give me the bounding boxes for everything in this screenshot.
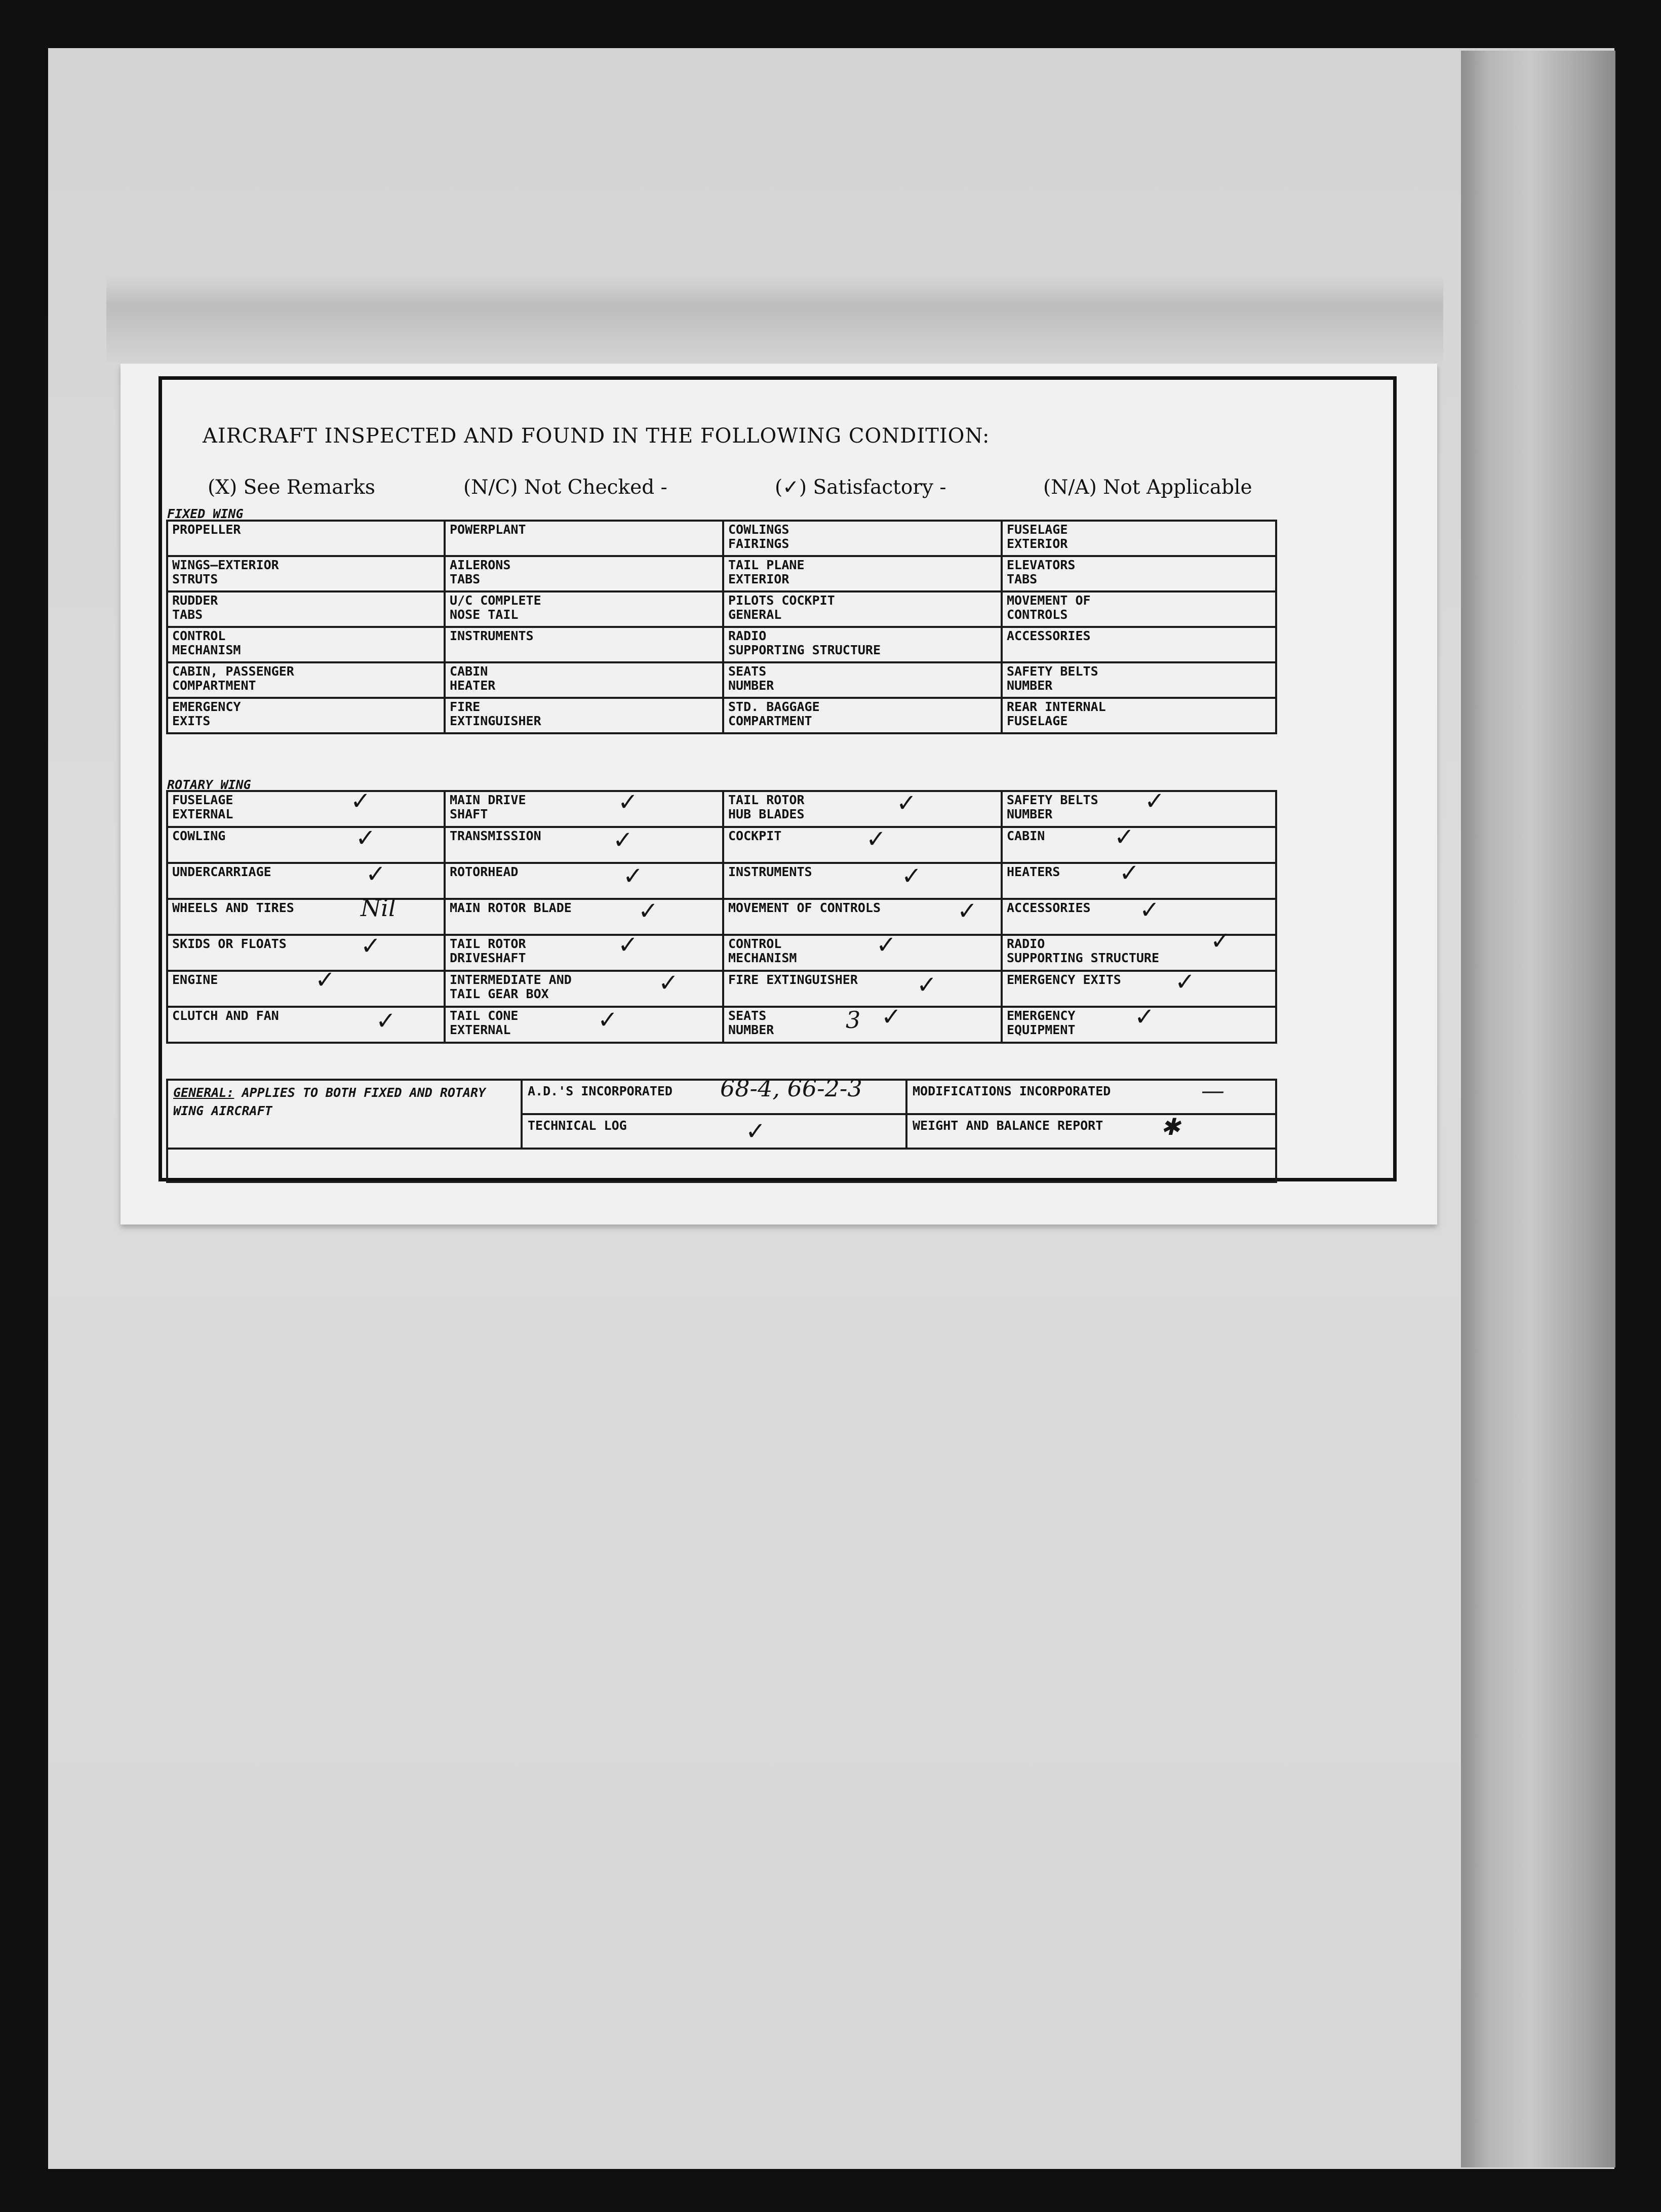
inspection-item: MOVEMENT OF CONTROLS ✓ [723, 899, 1002, 935]
inspection-item: ROTORHEAD ✓ [445, 863, 723, 899]
check-mark: ✓ [1139, 896, 1160, 924]
table-row [167, 556, 1276, 591]
inspection-item: WINGS—EXTERIOR STRUTS [167, 556, 445, 591]
inspection-item: RADIO SUPPORTING STRUCTURE [723, 627, 1002, 662]
inspection-item: TAIL PLANE EXTERIOR [723, 556, 1002, 591]
inspection-item: SAFETY BELTS NUMBER [1002, 662, 1276, 698]
inspection-item: U/C COMPLETE NOSE TAIL [445, 591, 723, 627]
inspection-item: ACCESSORIES ✓ [1002, 899, 1276, 935]
technical-log-label: TECHNICAL LOG [528, 1118, 627, 1133]
inspection-item: TRANSMISSION ✓ [445, 827, 723, 863]
check-mark: ✓ [361, 932, 381, 960]
weight-balance-value: ✱ [1161, 1113, 1180, 1140]
check-mark: ✓ [745, 1117, 766, 1146]
inspection-item: FIRE EXTINGUISHER ✓ [723, 971, 1002, 1007]
ads-incorporated-value: 68-4, 66-2-3 [720, 1075, 862, 1102]
inspection-item: COWLING ✓ [167, 827, 445, 863]
inspection-card [121, 364, 1437, 1224]
legend-remarks: (X) See Remarks [208, 476, 375, 499]
check-mark: ✓ [315, 966, 336, 994]
inspection-item: CABIN, PASSENGER COMPARTMENT [167, 662, 445, 698]
general-text: APPLIES TO BOTH FIXED AND ROTARY WING AIRCRAFT [173, 1085, 486, 1118]
general-footer [166, 1075, 1277, 1183]
inspection-item: WHEELS AND TIRES Nil [167, 899, 445, 935]
general-note [167, 1080, 522, 1149]
technical-log-cell [522, 1114, 906, 1149]
seats-number-value: 3 [846, 1006, 861, 1034]
table-row [167, 791, 1276, 827]
check-mark: ✓ [1144, 787, 1165, 815]
inspection-item: POWERPLANT [445, 521, 723, 556]
inspection-item: MAIN ROTOR BLADE ✓ [445, 899, 723, 935]
modifications-label: MODIFICATIONS INCORPORATED [913, 1084, 1111, 1098]
inspection-item: EMERGENCY EXITS [167, 698, 445, 733]
table-row [167, 627, 1276, 662]
inspection-item: AILERONS TABS [445, 556, 723, 591]
binding-edge [1461, 51, 1615, 2167]
inspection-item: INTERMEDIATE AND TAIL GEAR BOX ✓ [445, 971, 723, 1007]
inspection-item: UNDERCARRIAGE ✓ [167, 863, 445, 899]
inspection-item: INSTRUMENTS [445, 627, 723, 662]
check-mark: ✓ [1134, 1003, 1155, 1031]
weight-balance-cell [906, 1114, 1276, 1149]
modifications-cell [906, 1077, 1276, 1114]
table-row [167, 521, 1276, 556]
inspection-item: SKIDS OR FLOATS ✓ [167, 935, 445, 971]
inspection-item: CABIN HEATER [445, 662, 723, 698]
inspection-item: SEATS NUMBER [723, 662, 1002, 698]
check-mark: ✓ [896, 789, 917, 817]
inspection-item: FIRE EXTINGUISHER [445, 698, 723, 733]
inspection-item: COWLINGS FAIRINGS [723, 521, 1002, 556]
inspection-item: ACCESSORIES [1002, 627, 1276, 662]
general-label: GENERAL: [173, 1085, 234, 1100]
check-mark: ✓ [957, 897, 978, 925]
check-mark: ✓ [350, 787, 371, 815]
modifications-value: — [1201, 1077, 1224, 1104]
inspection-item: ELEVATORS TABS [1002, 556, 1276, 591]
check-mark: ✓ [876, 931, 897, 959]
check-mark: ✓ [598, 1006, 618, 1034]
inspection-item: CONTROL MECHANISM [167, 627, 445, 662]
rotary-wing-table [166, 787, 1277, 1044]
table-row [167, 863, 1276, 899]
tape-strip [106, 276, 1443, 362]
inspection-item: TAIL ROTOR DRIVESHAFT ✓ [445, 935, 723, 971]
inspection-item: CONTROL MECHANISM ✓ [723, 935, 1002, 971]
legend-not-applicable: (N/A) Not Applicable [1043, 476, 1252, 499]
inspection-item: FUSELAGE EXTERNAL ✓ [167, 791, 445, 827]
inspection-item: RUDDER TABS [167, 591, 445, 627]
check-mark: ✓ [658, 969, 679, 997]
table-row [167, 591, 1276, 627]
inspection-item: PILOTS COCKPIT GENERAL [723, 591, 1002, 627]
wheels-and-tires-value: Nil [361, 894, 396, 922]
check-mark: ✓ [355, 824, 376, 852]
check-mark: ✓ [1114, 823, 1135, 851]
table-row [167, 1007, 1276, 1043]
inspection-item: RADIO SUPPORTING STRUCTURE ✓ [1002, 935, 1276, 971]
check-mark: ✓ [866, 825, 887, 853]
inspection-item: INSTRUMENTS ✓ [723, 863, 1002, 899]
inspection-item: HEATERS ✓ [1002, 863, 1276, 899]
ads-incorporated-cell [522, 1075, 906, 1114]
weight-balance-label: WEIGHT AND BALANCE REPORT [913, 1118, 1103, 1133]
check-mark: ✓ [638, 897, 659, 925]
inspection-item: STD. BAGGAGE COMPARTMENT [723, 698, 1002, 733]
inspection-form [159, 376, 1397, 1181]
inspection-item: MOVEMENT OF CONTROLS [1002, 591, 1276, 627]
inspection-item: TAIL CONE EXTERNAL ✓ [445, 1007, 723, 1043]
inspection-item: EMERGENCY EQUIPMENT ✓ [1002, 1007, 1276, 1043]
inspection-item: TAIL ROTOR HUB BLADES ✓ [723, 791, 1002, 827]
table-row [167, 971, 1276, 1007]
inspection-item: EMERGENCY EXITS ✓ [1002, 971, 1276, 1007]
inspection-item: REAR INTERNAL FUSELAGE [1002, 698, 1276, 733]
check-mark: ✓ [1175, 968, 1196, 996]
inspection-item: FUSELAGE EXTERIOR [1002, 521, 1276, 556]
check-mark: ✓ [366, 860, 386, 888]
blank-row [167, 1149, 1276, 1182]
inspection-item: SEATS NUMBER 3 ✓ [723, 1007, 1002, 1043]
ads-incorporated-label: A.D.'S INCORPORATED [528, 1084, 673, 1098]
check-mark: ✓ [881, 1003, 902, 1031]
legend-not-checked: (N/C) Not Checked - [463, 476, 667, 499]
check-mark: ✓ [1210, 927, 1231, 955]
legend-satisfactory: (✓) Satisfactory - [775, 476, 946, 499]
check-mark: ✓ [917, 971, 937, 999]
inspection-item: MAIN DRIVE SHAFT ✓ [445, 791, 723, 827]
inspection-item: CABIN ✓ [1002, 827, 1276, 863]
inspection-item: COCKPIT ✓ [723, 827, 1002, 863]
check-mark: ✓ [618, 931, 639, 959]
rotary-wing-label: ROTARY WING [167, 777, 251, 792]
fixed-wing-table [166, 520, 1277, 734]
table-row [167, 899, 1276, 935]
table-row [167, 698, 1276, 733]
fixed-wing-label: FIXED WING [167, 506, 244, 521]
inspection-item: PROPELLER [167, 521, 445, 556]
check-mark: ✓ [1119, 859, 1140, 887]
table-row [167, 827, 1276, 863]
check-mark: ✓ [618, 788, 639, 816]
inspection-item: CLUTCH AND FAN ✓ [167, 1007, 445, 1043]
check-mark: ✓ [623, 862, 644, 890]
check-mark: ✓ [613, 826, 634, 854]
form-heading: AIRCRAFT INSPECTED AND FOUND IN THE FOLLOWING CONDITION: [203, 424, 990, 448]
check-mark: ✓ [376, 1007, 397, 1035]
inspection-item: SAFETY BELTS NUMBER ✓ [1002, 791, 1276, 827]
check-mark: ✓ [901, 862, 922, 890]
table-row [167, 662, 1276, 698]
inspection-item: ENGINE ✓ [167, 971, 445, 1007]
